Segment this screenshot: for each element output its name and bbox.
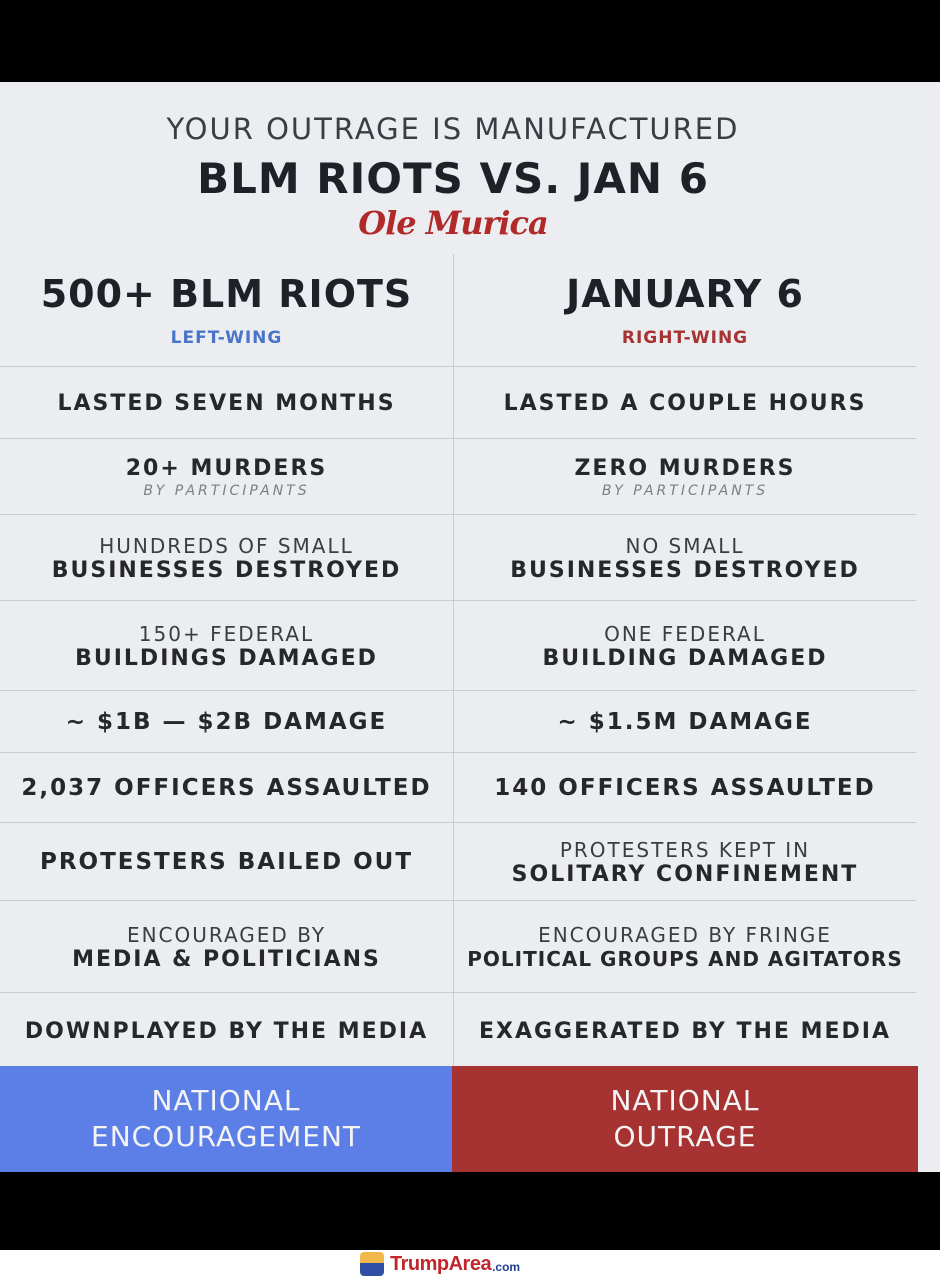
cell-text: LASTED SEVEN MONTHS	[57, 390, 396, 416]
cell-text: BUILDINGS DAMAGED	[75, 645, 378, 671]
national-outrage-panel	[452, 1066, 918, 1172]
footer-right-line2: OUTRAGE	[613, 1120, 757, 1153]
table-row	[0, 752, 916, 823]
cell-text: 140 OFFICERS ASSAULTED	[494, 775, 876, 801]
right-cell	[454, 439, 916, 515]
table-row	[0, 438, 916, 515]
cell-pretext: ENCOURAGED BY	[126, 922, 327, 947]
cell-pretext: ONE FEDERAL	[604, 621, 766, 646]
left-cell	[0, 601, 453, 691]
right-cell	[454, 515, 916, 601]
right-cell	[454, 823, 916, 901]
cell-text: DOWNPLAYED BY THE MEDIA	[24, 1018, 429, 1044]
left-cell	[0, 367, 453, 439]
cell-text: SOLITARY CONFINEMENT	[511, 861, 859, 887]
watermark[interactable]	[360, 1250, 520, 1278]
table-row	[0, 992, 916, 1069]
cell-text: LASTED A COUPLE HOURS	[503, 390, 867, 416]
right-cell	[454, 601, 916, 691]
right-cell	[454, 753, 916, 823]
cell-text: 2,037 OFFICERS ASSAULTED	[21, 775, 432, 801]
trump-figure-icon	[360, 1252, 384, 1276]
cell-text: EXAGGERATED BY THE MEDIA	[478, 1018, 892, 1044]
national-encouragement-panel	[0, 1066, 452, 1172]
subtitle: YOUR OUTRAGE IS MANUFACTURED	[166, 112, 740, 146]
right-wing-tag: RIGHT-WING	[621, 328, 749, 348]
right-cell	[454, 367, 916, 439]
cell-text: PROTESTERS BAILED OUT	[39, 849, 414, 875]
cell-text: POLITICAL GROUPS AND AGITATORS	[467, 947, 903, 971]
watermark-strip	[0, 1250, 940, 1278]
left-cell	[0, 901, 453, 993]
cell-pretext: PROTESTERS KEPT IN	[559, 837, 811, 862]
brand-logo: Ole Murica	[358, 204, 548, 242]
left-column-title: 500+ BLM RIOTS	[40, 272, 413, 316]
right-column-title: JANUARY 6	[566, 272, 804, 316]
cell-text: MEDIA & POLITICIANS	[72, 946, 381, 972]
footer-left-line2: ENCOURAGEMENT	[91, 1120, 361, 1153]
cell-pretext: ENCOURAGED BY FRINGE	[538, 923, 832, 947]
left-cell	[0, 691, 453, 753]
cell-text: ~ $1.5M DAMAGE	[557, 709, 813, 735]
cell-pretext: 150+ FEDERAL	[138, 621, 315, 646]
cell-pretext: HUNDREDS OF SMALL	[99, 533, 354, 558]
watermark-name: TrumpArea	[390, 1252, 492, 1275]
table-row	[0, 366, 916, 439]
cell-note: BY PARTICIPANTS	[601, 482, 769, 499]
table-row	[0, 900, 916, 993]
watermark-tld: .com	[492, 1259, 521, 1274]
left-cell	[0, 439, 453, 515]
right-cell	[454, 993, 916, 1069]
left-cell	[0, 823, 453, 901]
infographic-card	[0, 82, 940, 1172]
footer-right-line1: NATIONAL	[610, 1084, 760, 1117]
table-row	[0, 514, 916, 601]
left-cell	[0, 753, 453, 823]
table-row	[0, 600, 916, 691]
table-header-row	[0, 254, 916, 366]
cell-text: 20+ MURDERS	[125, 455, 328, 481]
cell-text: ~ $1B — $2B DAMAGE	[65, 709, 388, 735]
cell-text: BUSINESSES DESTROYED	[510, 557, 860, 583]
table-row	[0, 822, 916, 901]
cell-text: ZERO MURDERS	[574, 455, 796, 481]
left-column-header	[0, 254, 453, 366]
right-column-header	[454, 254, 916, 366]
header	[0, 82, 940, 254]
left-cell	[0, 515, 453, 601]
left-wing-tag: LEFT-WING	[170, 328, 283, 348]
footer-left-line1: NATIONAL	[151, 1084, 301, 1117]
table-row	[0, 690, 916, 753]
cell-text: BUILDING DAMAGED	[542, 645, 828, 671]
cell-text: BUSINESSES DESTROYED	[51, 557, 402, 583]
verdict-footer	[0, 1066, 920, 1172]
left-cell	[0, 993, 453, 1069]
page-title: BLM RIOTS VS. JAN 6	[197, 154, 709, 203]
cell-pretext: NO SMALL	[625, 533, 745, 558]
cell-note: BY PARTICIPANTS	[143, 482, 310, 499]
right-cell	[454, 691, 916, 753]
top-black-bar	[0, 0, 940, 82]
right-cell	[454, 901, 916, 993]
